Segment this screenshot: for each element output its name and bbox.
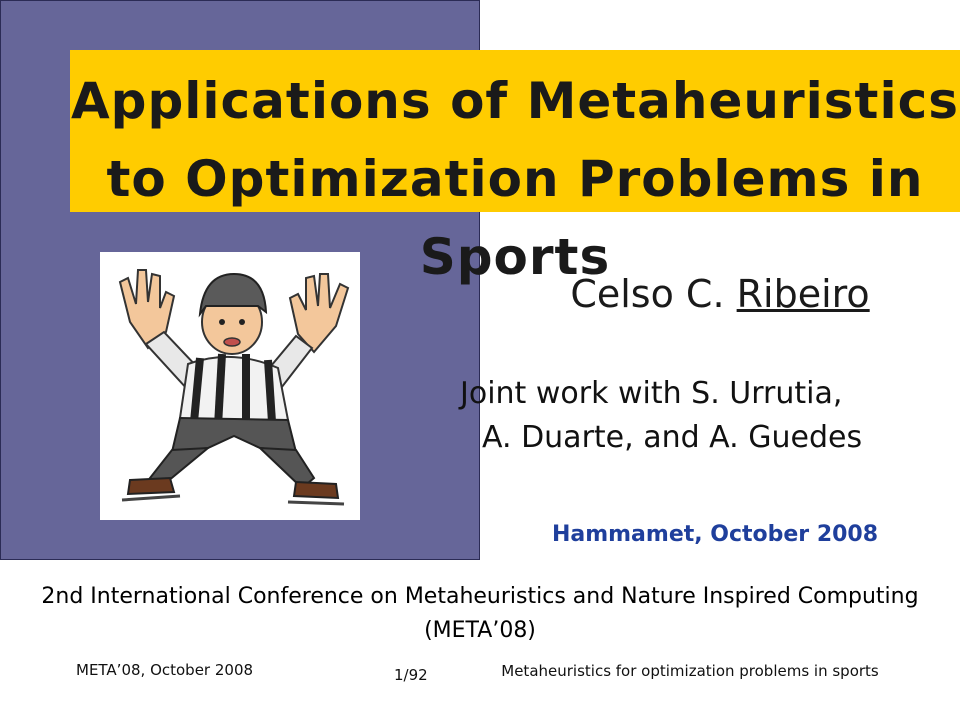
location-date: Hammamet, October 2008	[551, 522, 879, 547]
coauthors	[460, 372, 960, 460]
author-first-name: Celso C.	[570, 272, 725, 316]
footer-talk-title: Metaheuristics for optimization problems in sports	[501, 662, 879, 680]
footer-page-number: 1/92	[394, 666, 428, 684]
footer-event: META’08, October 2008	[76, 661, 254, 679]
coauthors-line-2: A. Duarte, and A. Guedes	[482, 420, 863, 455]
coauthors-line-1: Joint work with S. Urrutia,	[460, 376, 843, 411]
slide-title: Applications of Metaheuristics to Optimization Problems in Sports	[70, 72, 959, 286]
conference-name: 2nd International Conference on Metaheuristics and Nature Inspired Computing (META’08)	[41, 584, 919, 643]
author-surname-link[interactable]: Ribeiro	[736, 272, 870, 316]
author-name	[520, 272, 920, 316]
